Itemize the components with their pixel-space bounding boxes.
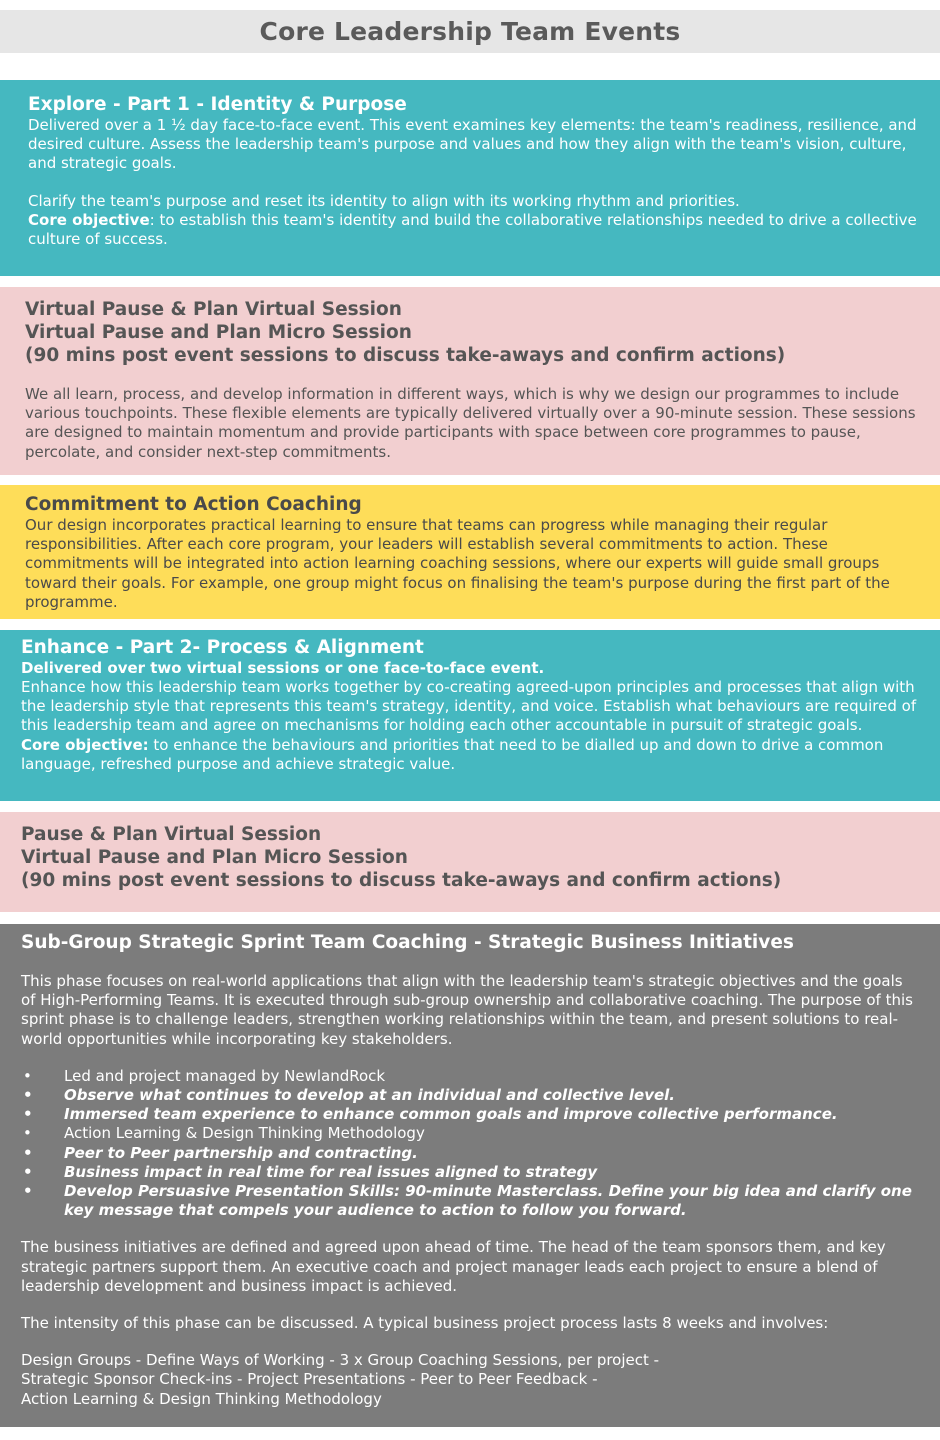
pause-2-line2: Virtual Pause and Plan Micro Session xyxy=(21,847,408,868)
sprint-section xyxy=(0,924,940,1427)
explore-objective-label: Core objective xyxy=(28,210,150,229)
sprint-process-line3: Action Learning & Design Thinking Methodology xyxy=(21,1389,382,1408)
list-item: • Peer to Peer partnership and contracting. xyxy=(21,1144,920,1163)
list-item: • Immersed team experience to enhance common goals and improve collective performance. xyxy=(21,1105,920,1124)
list-item: • Action Learning & Design Thinking Methodology xyxy=(21,1124,920,1143)
explore-para2: Clarify the team's purpose and reset its identity to align with its working rhythm and priorities. xyxy=(28,191,740,210)
page-title: Core Leadership Team Events xyxy=(259,17,681,46)
explore-section xyxy=(0,80,940,276)
enhance-heading: Enhance - Part 2- Process & Alignment xyxy=(21,637,424,658)
pause-2-line1: Pause & Plan Virtual Session xyxy=(21,824,322,845)
commitment-heading: Commitment to Action Coaching xyxy=(25,494,362,515)
explore-objective-text: : to establish this team's identity and build the collaborative relationships needed to drive a collective culture of success. xyxy=(28,210,917,249)
commitment-section xyxy=(0,485,940,619)
virtual-pause-body: We all learn, process, and develop information in different ways, which is why we design our programmes to include various touchpoints. These flexible elements are typically delivered virtually over a 90-minute session. These sessions are designed to maintain momentum and provide participants with space between core programmes to pause, percolate, and consider next-step commitments. xyxy=(25,385,916,461)
sprint-intro: This phase focuses on real-world applications that align with the leadership team's strategic objectives and the goals of High-Performing Teams. It is executed through sub-group ownership and collaborative coaching. The purpose of this sprint phase is to challenge leaders, strengthen working relationships within the team, and present solutions to real-world opportunities while incorporating key stakeholders. xyxy=(21,972,913,1048)
pause-section-2 xyxy=(0,812,940,912)
title-bar xyxy=(0,10,940,53)
explore-heading: Explore - Part 1 - Identity & Purpose xyxy=(28,94,407,115)
explore-objective xyxy=(28,211,920,249)
enhance-section xyxy=(0,630,940,801)
sprint-process-line2: Strategic Sponsor Check-ins - Project Presentations - Peer to Peer Feedback - xyxy=(21,1370,598,1389)
virtual-pause-section xyxy=(0,287,940,475)
virtual-pause-line2: Virtual Pause and Plan Micro Session xyxy=(25,322,412,343)
pause-2-line3: (90 mins post event sessions to discuss take-aways and confirm actions) xyxy=(21,870,782,891)
virtual-pause-line1: Virtual Pause & Plan Virtual Session xyxy=(25,299,402,320)
enhance-subheading: Delivered over two virtual sessions or one face-to-face event. xyxy=(21,659,545,677)
list-item: • Business impact in real time for real issues aligned to strategy xyxy=(21,1163,920,1182)
sprint-para2: The business initiatives are defined and agreed upon ahead of time. The head of the team sponsors them, and key strategic partners support them. An executive coach and project manager leads each project to ensure a blend of leadership development and business impact is achieved. xyxy=(21,1238,886,1295)
enhance-objective xyxy=(21,736,920,774)
enhance-objective-label: Core objective: xyxy=(21,735,149,754)
sprint-para3: The intensity of this phase can be discussed. A typical business project process lasts 8 weeks and involves: xyxy=(21,1314,829,1333)
virtual-pause-line3: (90 mins post event sessions to discuss take-aways and confirm actions) xyxy=(25,345,786,366)
sprint-bullet-list xyxy=(21,1067,920,1221)
sprint-process-line1: Design Groups - Define Ways of Working - 3 x Group Coaching Sessions, per project - xyxy=(21,1351,660,1370)
sprint-heading: Sub-Group Strategic Sprint Team Coaching - Strategic Business Initiatives xyxy=(21,932,794,953)
explore-para1: Delivered over a 1 ½ day face-to-face event. This event examines key elements: the team's readiness, resilience, and desired culture. Assess the leadership team's purpose and values and how they align with the team's vision, culture, and strategic goals. xyxy=(28,116,917,173)
enhance-objective-text: to enhance the behaviours and priorities that need to be dialled up and down to drive a common language, refreshed purpose and achieve strategic value. xyxy=(21,735,884,773)
list-item: • Led and project managed by NewlandRock xyxy=(21,1067,920,1086)
list-item: • Observe what continues to develop at an individual and collective level. xyxy=(21,1086,920,1105)
commitment-body: Our design incorporates practical learning to ensure that teams can progress while managing their regular responsibilities. After each core program, your leaders will establish several commitments to action. These commitments will be integrated into action learning coaching sessions, where our experts will guide small groups toward their goals. For example, one group might focus on finalising the team's purpose during the first part of the programme. xyxy=(25,516,890,611)
enhance-body: Enhance how this leadership team works together by co-creating agreed-upon principles and processes that align with the leadership style that represents this team's strategy, identity, and voice. Establish what behaviours are required of this leadership team and agree on mechanisms for holding each other accountable in pursuit of strategic goals. xyxy=(21,678,917,735)
list-item: • Develop Persuasive Presentation Skills: 90-minute Masterclass. Define your big idea and clarify one key message that compels your audience to action to follow you forward. xyxy=(21,1182,920,1220)
